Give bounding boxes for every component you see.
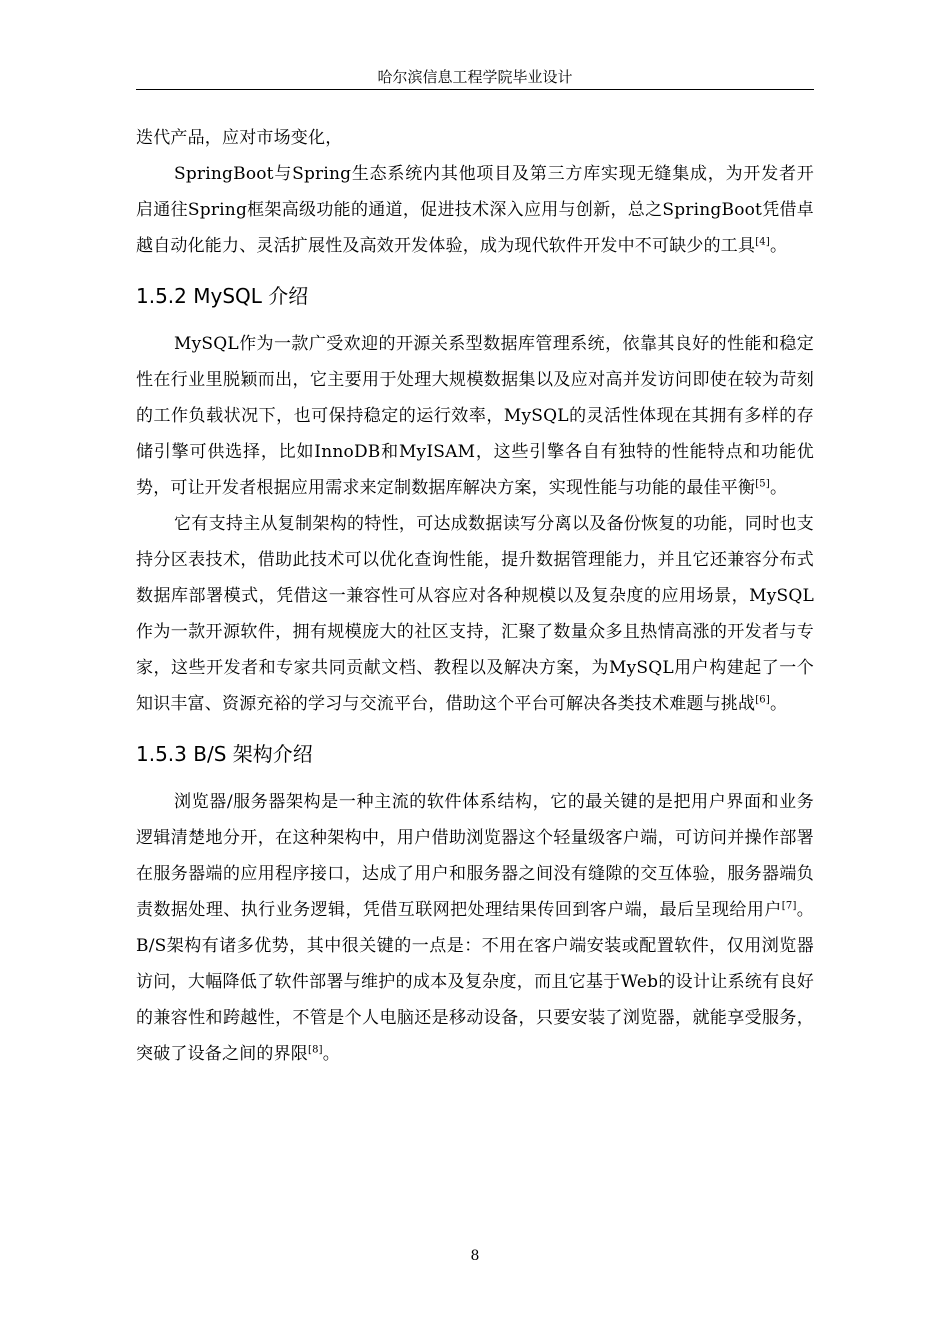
paragraph-mysql-intro [136, 326, 814, 506]
paragraph-bs-architecture [136, 784, 814, 1072]
paragraph-continued [136, 120, 814, 156]
citation-7: [7] [781, 900, 797, 912]
paragraph-text: 浏览器/服务器架构是一种主流的软件体系结构，它的最关键的是把用户界面和业务逻辑清楚地分开，在这种架构中，用户借助浏览器这个轻量级客户端，可访问并操作部署在服务器端的应用程序接口，达成了用户和服务器之间没有缝隙的交互体验，服务器端负责数据处理、执行业务逻辑，凭借互联网把处理结果传回到客户端，最后呈现给用户 [136, 792, 814, 920]
citation-6: [6] [755, 694, 770, 706]
page-number: 8 [470, 1248, 480, 1264]
paragraph-end: 。 [769, 478, 788, 498]
paragraph-mysql-features [136, 506, 814, 722]
paragraph-text: 它有支持主从复制架构的特性，可达成数据读写分离以及备份恢复的功能，同时也支持分区表技术，借助此技术可以优化查询性能，提升数据管理能力，并且它还兼容分布式数据库部署模式，凭借这一兼容性可从容应对各种规模以及复杂度的应用场景，MySQL作为一款开源软件，拥有规模庞大的社区支持，汇聚了数量众多且热情高涨的开发者与专家，这些开发者和专家共同贡献文档、教程以及解决方案，为MySQL用户构建起了一个知识丰富、资源充裕的学习与交流平台，借助这个平台可解决各类技术难题与挑战 [136, 514, 814, 714]
header-divider [136, 89, 814, 90]
citation-4: [4] [755, 236, 770, 248]
page-header-title: 哈尔滨信息工程学院毕业设计 [377, 68, 573, 86]
paragraph-end: 。 [322, 1044, 340, 1064]
paragraph-springboot [136, 156, 814, 264]
citation-5: [5] [755, 478, 770, 490]
citation-8: [8] [308, 1044, 323, 1056]
section-heading-mysql: 1.5.2 MySQL 介绍 [136, 284, 309, 308]
paragraph-end: 。 [769, 236, 788, 256]
paragraph-text: 。B/S架构有诸多优势，其中很关键的一点是：不用在客户端安装或配置软件，仅用浏览器访问，大幅降低了软件部署与维护的成本及复杂度，而且它基于Web的设计让系统有良好的兼容性和跨越性，不管是个人电脑还是移动设备，只要安装了浏览器，就能享受服务，突破了设备之间的界限 [136, 900, 815, 1064]
document-body [136, 120, 814, 1072]
paragraph-text: 迭代产品，应对市场变化， [136, 128, 343, 148]
section-heading-bs: 1.5.3 B/S 架构介绍 [136, 742, 313, 766]
paragraph-end: 。 [769, 694, 788, 714]
paragraph-text: SpringBoot与Spring生态系统内其他项目及第三方库实现无缝集成，为开发者开启通往Spring框架高级功能的通道，促进技术深入应用与创新，总之SpringBoot凭借卓越自动化能力、灵活扩展性及高效开发体验，成为现代软件开发中不可缺少的工具 [136, 164, 814, 256]
paragraph-text: MySQL作为一款广受欢迎的开源关系型数据库管理系统，依靠其良好的性能和稳定性在行业里脱颖而出，它主要用于处理大规模数据集以及应对高并发访问即使在较为苛刻的工作负载状况下，也可保持稳定的运行效率，MySQL的灵活性体现在其拥有多样的存储引擎可供选择，比如InnoDB和MyISAM，这些引擎各自有独特的性能特点和功能优势，可让开发者根据应用需求来定制数据库解决方案，实现性能与功能的最佳平衡 [136, 334, 814, 498]
